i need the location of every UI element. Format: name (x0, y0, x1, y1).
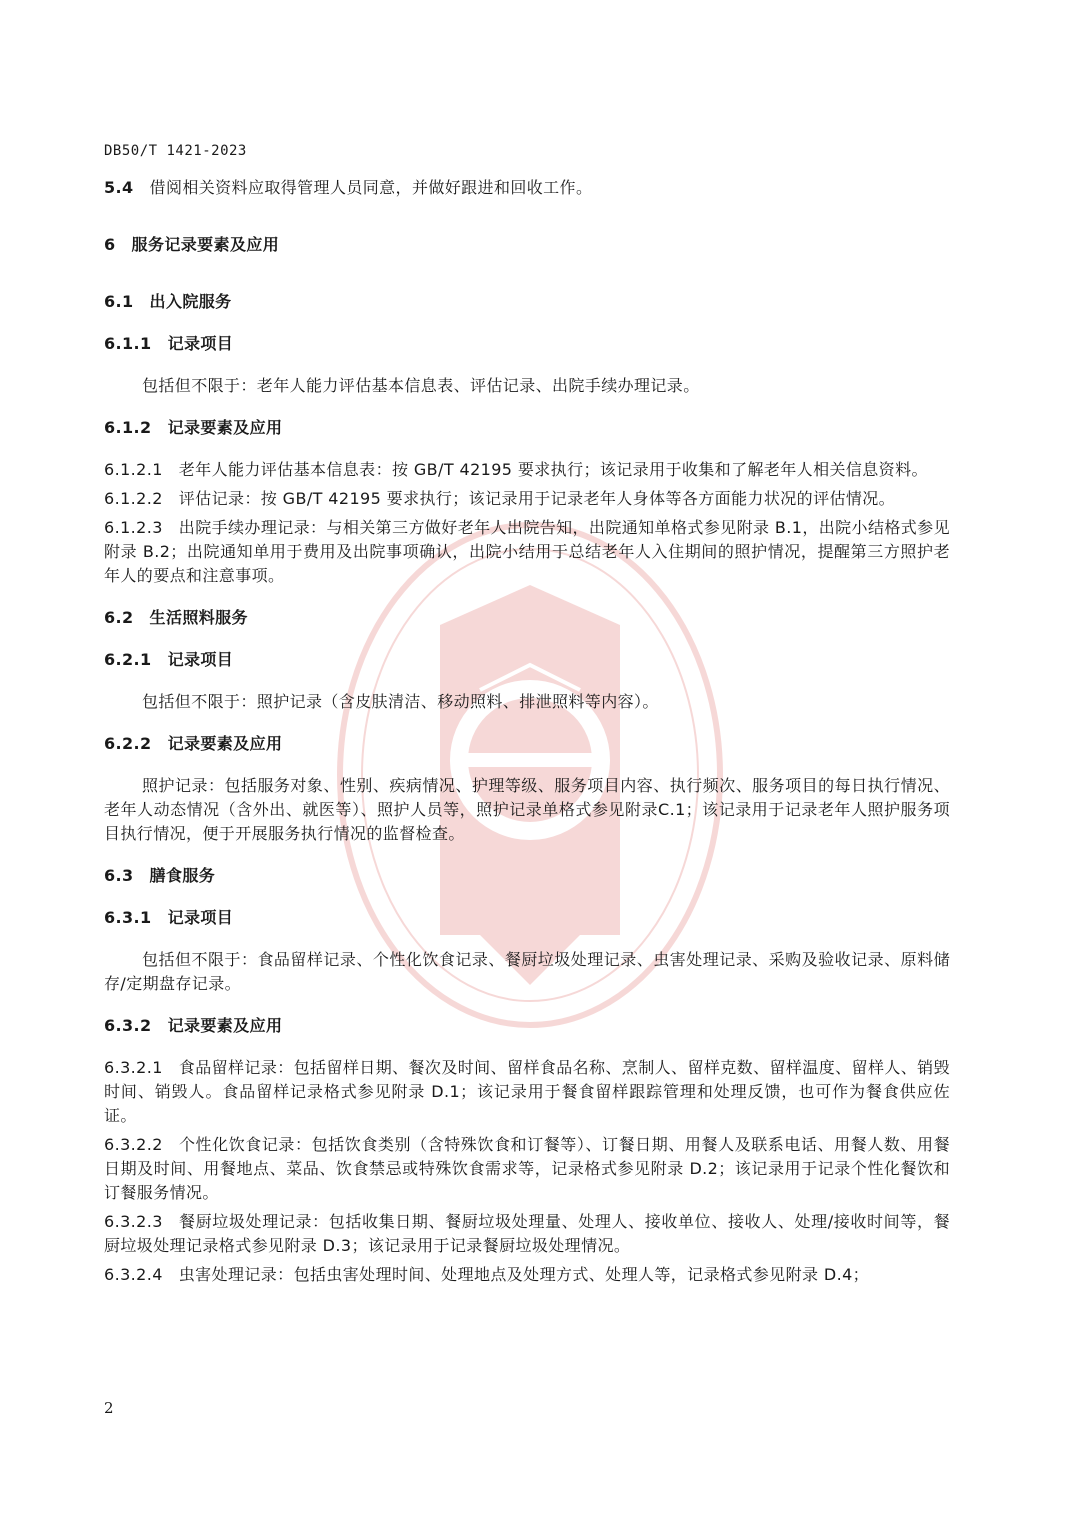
section-title: 服务记录要素及应用 (131, 235, 280, 254)
subsection-heading-6-2-1 (104, 648, 950, 672)
clause-text: 虫害处理记录：包括虫害处理时间、处理地点及处理方式、处理人等，记录格式参见附录 D.4； (178, 1265, 870, 1284)
clause-number: 6.1.2.1 (104, 460, 163, 479)
section-title: 记录项目 (167, 334, 234, 353)
subsection-heading-6-1 (104, 290, 950, 314)
section-number: 6 (104, 235, 116, 254)
section-title: 记录要素及应用 (167, 418, 283, 437)
clause-text: 食品留样记录：包括留样日期、餐次及时间、留样食品名称、烹制人、留样克数、留样温度、留样人、销毁时间、销毁人。食品留样记录格式参见附录 D.1；该记录用于餐食留样跟踪管理和处理反馈，也可作为餐食供应佐证。 (104, 1058, 950, 1125)
clause-5-4 (104, 176, 950, 200)
section-title: 膳食服务 (149, 866, 216, 885)
clause-text: 出院手续办理记录：与相关第三方做好老年人出院告知，出院通知单格式参见附录 B.1，出院小结格式参见附录 B.2；出院通知单用于费用及出院事项确认，出院小结用于总结老年人入住期间的照护情况，提醒第三方照护老年人的要点和注意事项。 (104, 518, 950, 585)
section-number: 6.2 (104, 608, 134, 627)
section-title: 生活照料服务 (149, 608, 248, 627)
section-number: 6.2.1 (104, 650, 152, 669)
section-number: 6.2.2 (104, 734, 152, 753)
clause-number: 6.3.2.2 (104, 1135, 163, 1154)
paragraph: 包括但不限于：食品留样记录、个性化饮食记录、餐厨垃圾处理记录、虫害处理记录、采购及验收记录、原料储存/定期盘存记录。 (104, 950, 950, 993)
paragraph: 照护记录：包括服务对象、性别、疾病情况、护理等级、服务项目内容、执行频次、服务项目的每日执行情况、老年人动态情况（含外出、就医等）、照护人员等，照护记录单格式参见附录C.1；该记录用于记录老年人照护服务项目执行情况，便于开展服务执行情况的监督检查。 (104, 776, 950, 843)
clause-text: 餐厨垃圾处理记录：包括收集日期、餐厨垃圾处理量、处理人、接收单位、接收人、处理/接收时间等，餐厨垃圾处理记录格式参见附录 D.3；该记录用于记录餐厨垃圾处理情况。 (104, 1212, 950, 1255)
clause-text: 老年人能力评估基本信息表：按 GB/T 42195 要求执行；该记录用于收集和了解老年人相关信息资料。 (178, 460, 928, 479)
clause-6-1-2-3 (104, 516, 950, 588)
clause-number: 6.3.2.1 (104, 1058, 163, 1077)
section-title: 出入院服务 (149, 292, 232, 311)
subsection-heading-6-1-1 (104, 332, 950, 356)
clause-text: 个性化饮食记录：包括饮食类别（含特殊饮食和订餐等）、订餐日期、用餐人及联系电话、用餐人数、用餐日期及时间、用餐地点、菜品、饮食禁忌或特殊饮食需求等，记录格式参见附录 D.2；该记录用于记录个性化餐饮和订餐服务情况。 (104, 1135, 950, 1202)
subsection-heading-6-2 (104, 606, 950, 630)
subsection-heading-6-3-1 (104, 906, 950, 930)
page-number: 2 (104, 1399, 114, 1417)
clause-6-1-2-1 (104, 458, 950, 482)
section-number: 6.1.2 (104, 418, 152, 437)
subsection-heading-6-3 (104, 864, 950, 888)
clause-6-3-2-2 (104, 1133, 950, 1205)
section-number: 6.3.1 (104, 908, 152, 927)
paragraph: 包括但不限于：照护记录（含皮肤清洁、移动照料、排泄照料等内容）。 (142, 692, 659, 711)
subsection-heading-6-1-2 (104, 416, 950, 440)
clause-number: 5.4 (104, 178, 134, 197)
clause-number: 6.1.2.3 (104, 518, 163, 537)
section-title: 记录项目 (167, 650, 234, 669)
section-title: 记录要素及应用 (167, 1016, 283, 1035)
clause-text: 借阅相关资料应取得管理人员同意，并做好跟进和回收工作。 (149, 178, 593, 197)
section-number: 6.3.2 (104, 1016, 152, 1035)
clause-6-3-2-4 (104, 1263, 950, 1287)
clause-number: 6.3.2.4 (104, 1265, 163, 1284)
section-number: 6.1.1 (104, 334, 152, 353)
clause-number: 6.1.2.2 (104, 489, 163, 508)
clause-6-3-2-1 (104, 1056, 950, 1128)
clause-6-1-2-2 (104, 487, 950, 511)
document-body (104, 176, 950, 1287)
section-title: 记录项目 (167, 908, 234, 927)
section-number: 6.3 (104, 866, 134, 885)
clause-number: 6.3.2.3 (104, 1212, 163, 1231)
section-heading-6 (104, 233, 950, 257)
document-id: DB50/T 1421-2023 (104, 143, 247, 159)
clause-6-3-2-3 (104, 1210, 950, 1258)
subsection-heading-6-2-2 (104, 732, 950, 756)
section-number: 6.1 (104, 292, 134, 311)
clause-text: 评估记录：按 GB/T 42195 要求执行；该记录用于记录老年人身体等各方面能力状况的评估情况。 (178, 489, 896, 508)
section-title: 记录要素及应用 (167, 734, 283, 753)
subsection-heading-6-3-2 (104, 1014, 950, 1038)
paragraph: 包括但不限于：老年人能力评估基本信息表、评估记录、出院手续办理记录。 (142, 376, 700, 395)
